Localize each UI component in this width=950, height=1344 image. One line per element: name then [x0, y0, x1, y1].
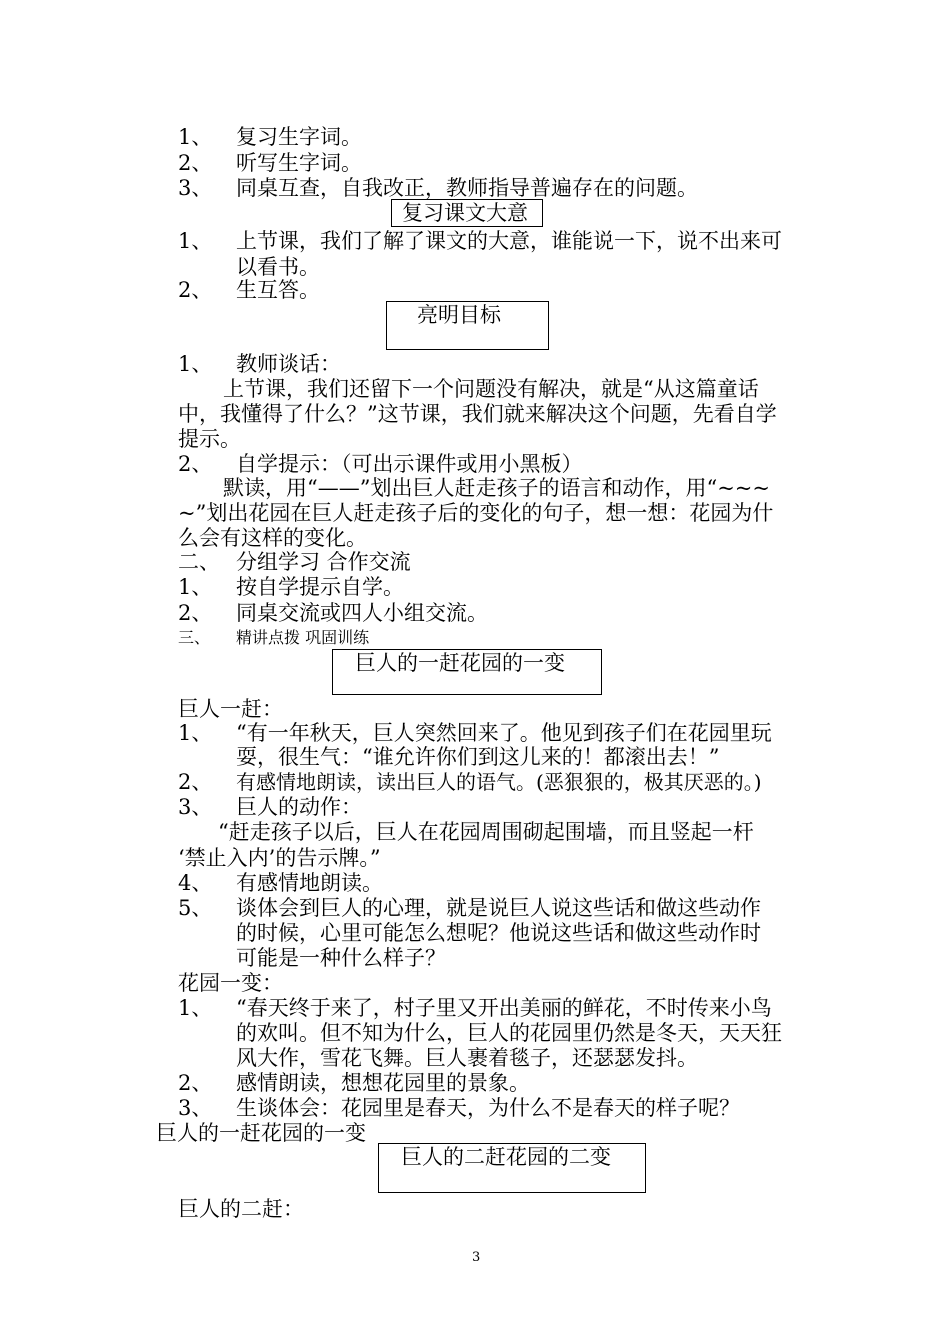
list-number: 1、 [178, 125, 213, 149]
paragraph-line: ~”划出花园在巨人赶走孩子后的变化的句子，想一想：花园为什 [178, 501, 774, 525]
list-item-text: 上节课，我们了解了课文的大意，谁能说一下，说不出来可 [236, 229, 782, 253]
list-item-text: “春天终于来了，村子里又开出美丽的鲜花，不时传来小鸟 [236, 996, 772, 1020]
boxed-heading [386, 301, 549, 350]
list-number: 5、 [178, 896, 213, 920]
boxed-heading-text: 巨人的一赶花园的一变 [355, 651, 565, 675]
paragraph-line: 提示。 [178, 427, 241, 451]
list-number: 1、 [178, 352, 213, 376]
paragraph-line: “赶走孩子以后，巨人在花园周围砌起围墙，而且竖起一杆 [218, 820, 754, 844]
list-item-continuation: 的时候，心里可能怎么想呢？他说这些话和做这些动作时 [236, 921, 761, 945]
boxed-heading-text: 巨人的二赶花园的二变 [401, 1145, 611, 1169]
boxed-heading [391, 199, 543, 227]
list-item-text: 生互答。 [236, 278, 320, 302]
subheading: 巨人的一赶花园的一变 [156, 1121, 366, 1145]
list-item-continuation: 耍，很生气：“谁允许你们到这儿来的！都滚出去！” [236, 745, 720, 769]
list-item-text: 复习生字词。 [236, 125, 362, 149]
list-item-text: 自学提示：（可出示课件或用小黑板） [236, 452, 583, 476]
list-item-text: 按自学提示自学。 [236, 575, 404, 599]
list-number: 2、 [178, 1071, 213, 1095]
list-item-text: 感情朗读，想想花园里的景象。 [236, 1071, 530, 1095]
subheading: 巨人的二赶： [178, 1197, 304, 1221]
list-item-text: 同桌互查，自我改正，教师指导普遍存在的问题。 [236, 176, 698, 200]
list-number: 1、 [178, 996, 213, 1020]
list-number: 1、 [178, 575, 213, 599]
list-number: 2、 [178, 601, 213, 625]
list-item-text: 有感情地朗读，读出巨人的语气。(恶狠狠的，极其厌恶的。) [236, 770, 762, 794]
list-item-text: 巨人的动作： [236, 795, 362, 819]
paragraph-line: 上节课，我们还留下一个问题没有解决，就是“从这篇童话 [223, 377, 759, 401]
list-item-text: “有一年秋天，巨人突然回来了。他见到孩子们在花园里玩 [236, 721, 772, 745]
list-number: 2、 [178, 151, 213, 175]
list-number: 2、 [178, 452, 213, 476]
boxed-heading-text: 复习课文大意 [402, 201, 528, 225]
list-item-text: 教师谈话： [236, 352, 341, 376]
paragraph-line: 么会有这样的变化。 [178, 526, 367, 550]
section-number: 三、 [178, 628, 211, 647]
list-item-continuation: 的欢叫。但不知为什么，巨人的花园里仍然是冬天，天天狂 [236, 1021, 782, 1045]
boxed-heading [332, 649, 602, 695]
section-heading: 分组学习 合作交流 [236, 550, 411, 574]
page-number: 3 [472, 1250, 481, 1265]
list-item-text: 同桌交流或四人小组交流。 [236, 601, 488, 625]
section-heading: 精讲点拨 巩固训练 [236, 628, 370, 647]
boxed-heading [378, 1143, 646, 1193]
list-item-continuation: 风大作，雪花飞舞。巨人裹着毯子，还瑟瑟发抖。 [236, 1046, 698, 1070]
list-number: 2、 [178, 770, 213, 794]
section-number: 二、 [178, 550, 220, 574]
subheading: 花园一变： [178, 971, 283, 995]
subheading: 巨人一赶： [178, 697, 283, 721]
list-number: 4、 [178, 871, 213, 895]
list-number: 3、 [178, 795, 213, 819]
paragraph-line: ‘禁止入内’的告示牌。” [178, 846, 381, 870]
list-number: 1、 [178, 721, 213, 745]
list-item-text: 听写生字词。 [236, 151, 362, 175]
list-number: 2、 [178, 278, 213, 302]
list-number: 3、 [178, 1096, 213, 1120]
boxed-heading-text: 亮明目标 [417, 303, 501, 327]
list-number: 3、 [178, 176, 213, 200]
list-item-text: 谈体会到巨人的心理，就是说巨人说这些话和做这些动作 [236, 896, 761, 920]
list-number: 1、 [178, 229, 213, 253]
list-item-continuation: 以看书。 [236, 255, 320, 279]
paragraph-line: 默读，用“——”划出巨人赶走孩子的语言和动作，用“~~~ [223, 476, 770, 500]
list-item-text: 生谈体会：花园里是春天，为什么不是春天的样子呢？ [236, 1096, 740, 1120]
list-item-text: 有感情地朗读。 [236, 871, 383, 895]
paragraph-line: 中，我懂得了什么？”这节课，我们就来解决这个问题，先看自学 [178, 402, 777, 426]
list-item-continuation: 可能是一种什么样子？ [236, 946, 446, 970]
